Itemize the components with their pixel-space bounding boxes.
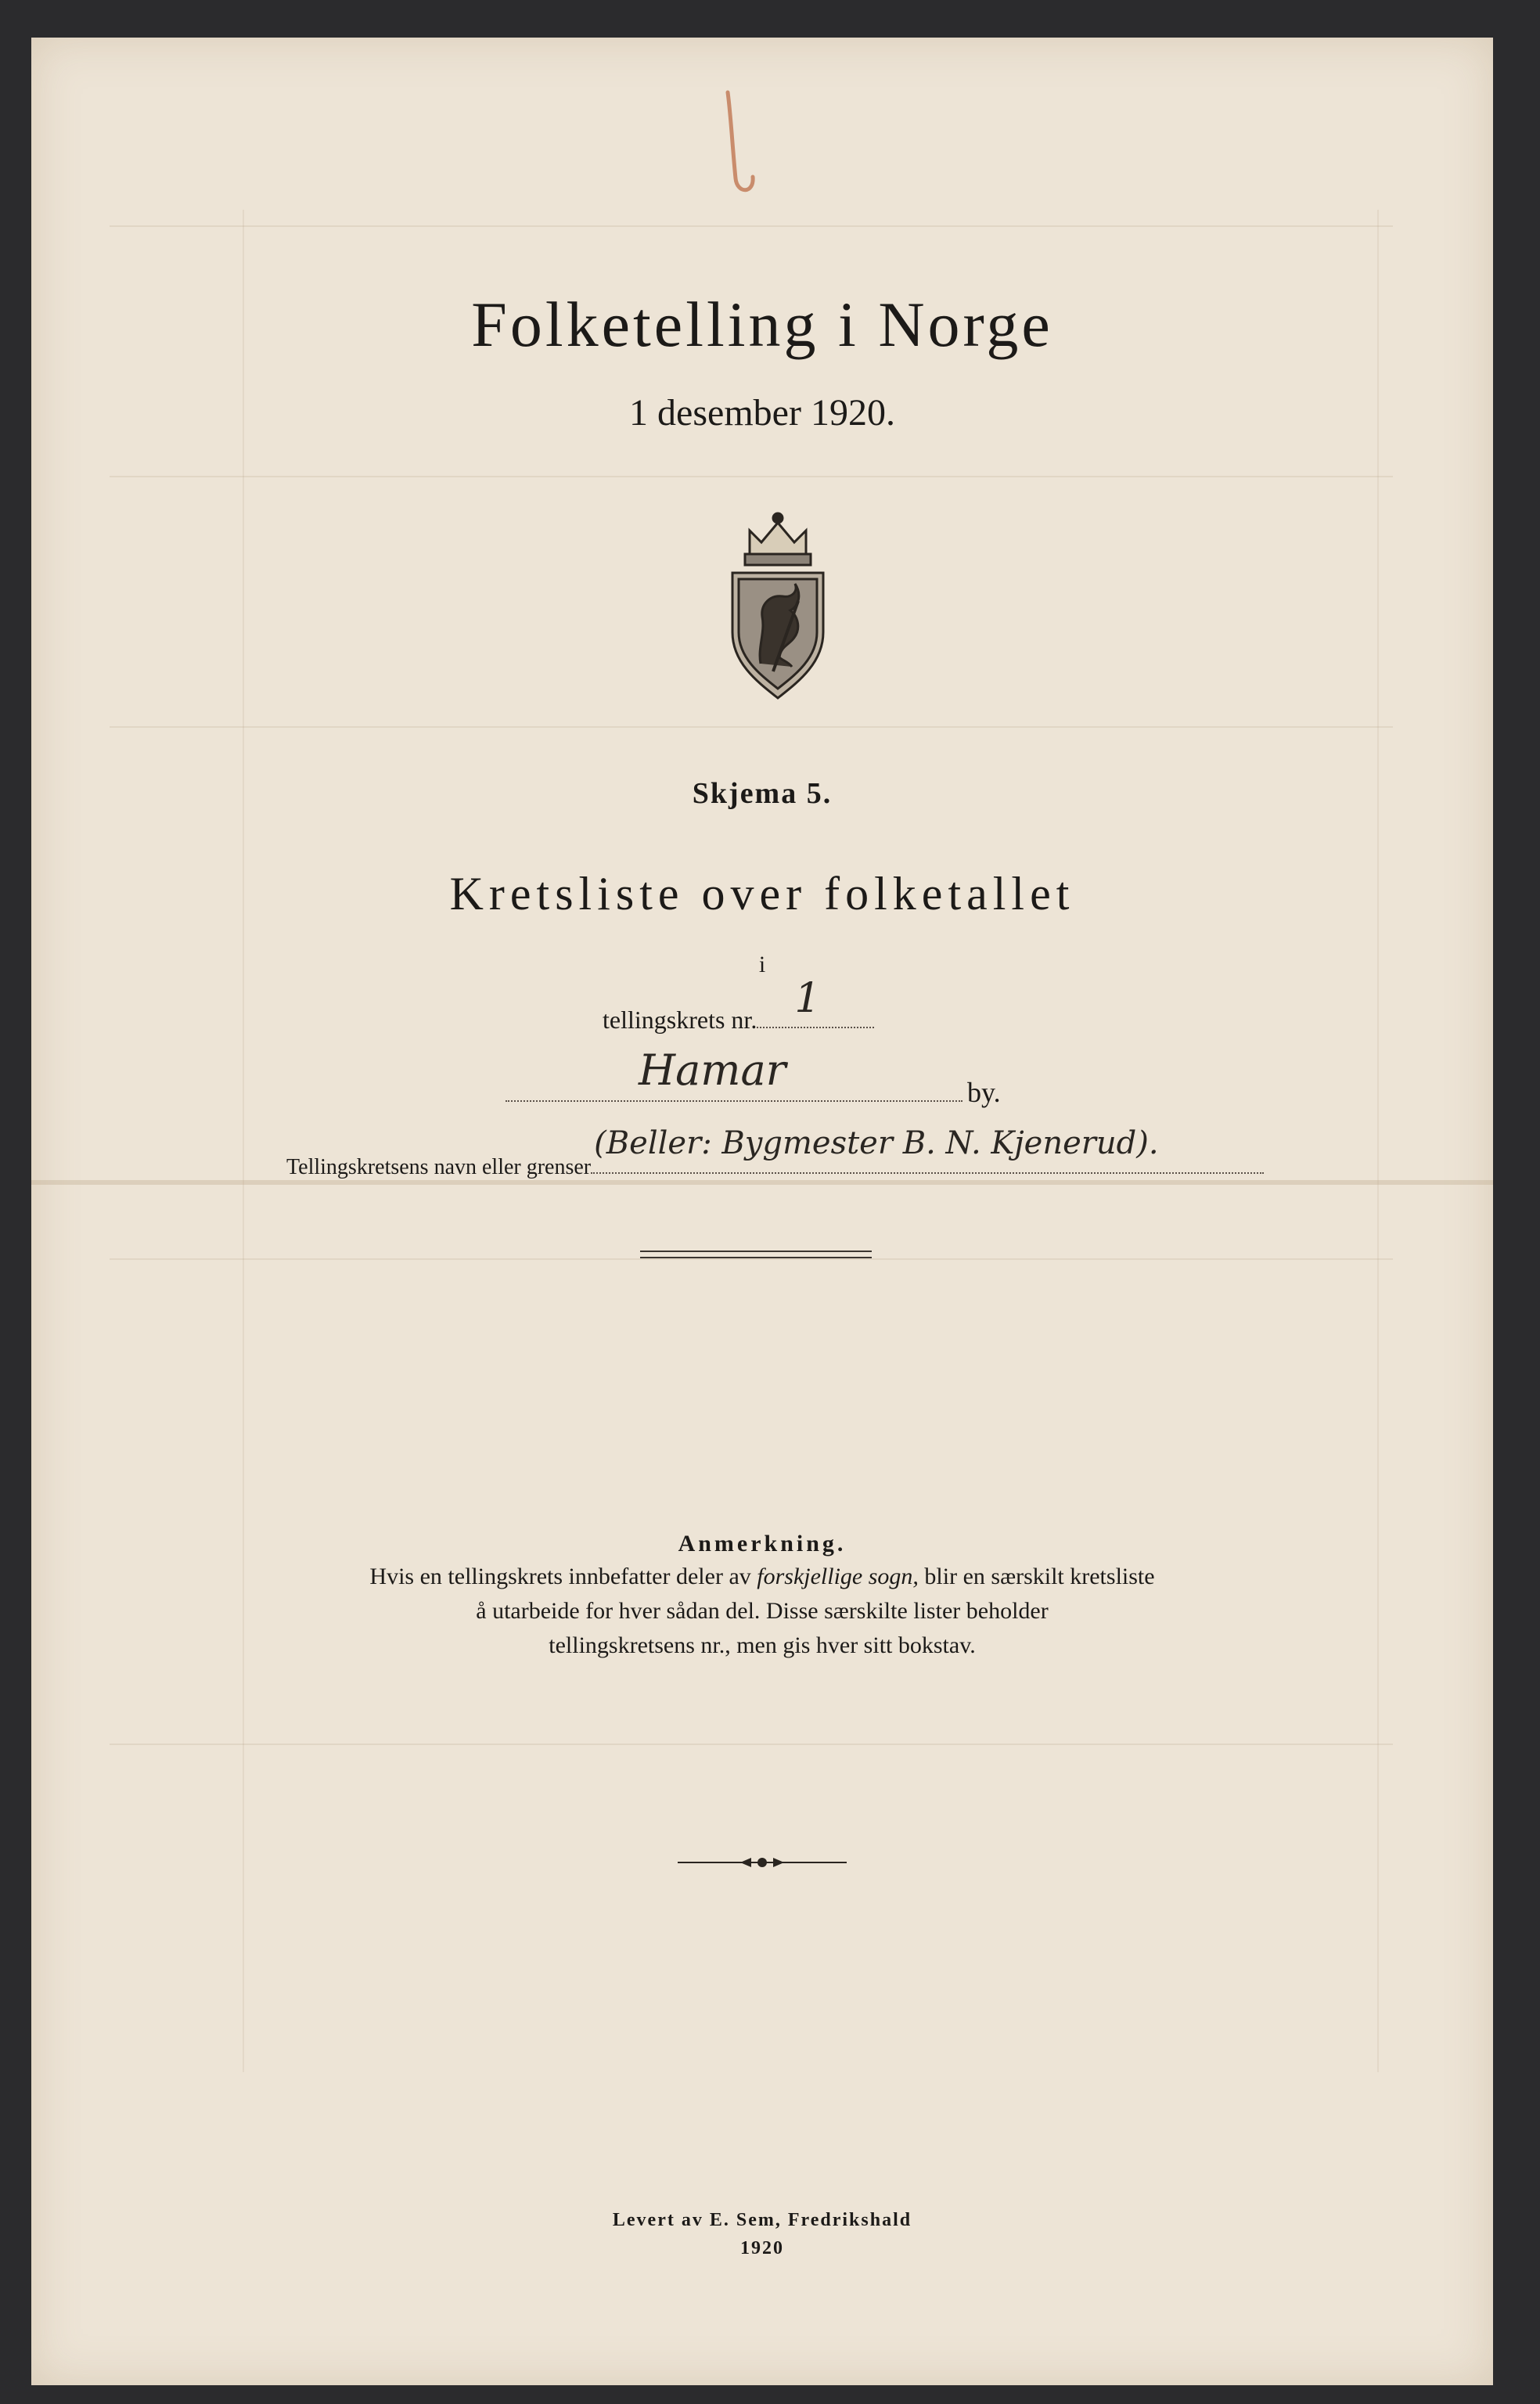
pencil-mark-icon xyxy=(717,85,764,202)
remark-line-2: å utarbeide for hver sådan del. Disse særskilte lister beholder xyxy=(476,1598,1049,1624)
town-value: Hamar xyxy=(639,1045,786,1095)
district-name-value: (Beller: Bygmester B. N. Kjenerud). xyxy=(594,1125,1159,1161)
printer-year: 1920 xyxy=(740,2238,784,2258)
remark-title: Anmerkning. xyxy=(678,1531,847,1556)
form-heading: Kretsliste over folketallet xyxy=(449,868,1075,919)
printer-credit: Levert av E. Sem, Fredrikshald xyxy=(612,2210,912,2230)
town-field[interactable] xyxy=(506,1045,962,1102)
bleed-through-line xyxy=(110,726,1393,728)
remark-line-1 xyxy=(31,1564,1493,1590)
paper-fold xyxy=(31,1180,1493,1185)
remark-emphasis: forskjellige sogn, xyxy=(757,1564,919,1589)
remark-line-1-suffix: blir en særskilt kretsliste xyxy=(924,1564,1155,1589)
district-number-row xyxy=(603,975,874,1035)
district-number-label: tellingskrets nr. xyxy=(603,1006,757,1034)
connector-word: i xyxy=(758,952,766,977)
bleed-through-line xyxy=(110,225,1393,227)
norwegian-coat-of-arms-icon xyxy=(726,507,829,703)
town-suffix: by. xyxy=(967,1077,1001,1108)
district-number-field[interactable] xyxy=(757,975,874,1028)
bleed-through-line xyxy=(110,1744,1393,1745)
census-form-page xyxy=(31,38,1493,2385)
form-number: Skjema 5. xyxy=(692,777,833,810)
page-title: Folketelling i Norge xyxy=(471,289,1053,360)
bleed-through-line xyxy=(110,476,1393,477)
separator-line xyxy=(640,1257,872,1258)
bleed-through-line xyxy=(110,1258,1393,1260)
town-row xyxy=(506,1045,1001,1109)
district-name-field[interactable] xyxy=(591,1125,1264,1174)
district-name-row xyxy=(286,1125,1398,1180)
census-date: 1 desember 1920. xyxy=(629,392,895,434)
separator-line xyxy=(640,1251,872,1252)
district-number-value: 1 xyxy=(794,975,821,1022)
ornament-divider-icon xyxy=(678,1853,847,1872)
remark-line-1-prefix: Hvis en tellingskrets innbefatter deler av xyxy=(369,1564,751,1589)
district-name-label: Tellingskretsens navn eller grenser xyxy=(286,1155,592,1179)
bleed-through-column xyxy=(243,210,244,2072)
remark-line-3: tellingskretsens nr., men gis hver sitt bokstav. xyxy=(549,1632,976,1658)
